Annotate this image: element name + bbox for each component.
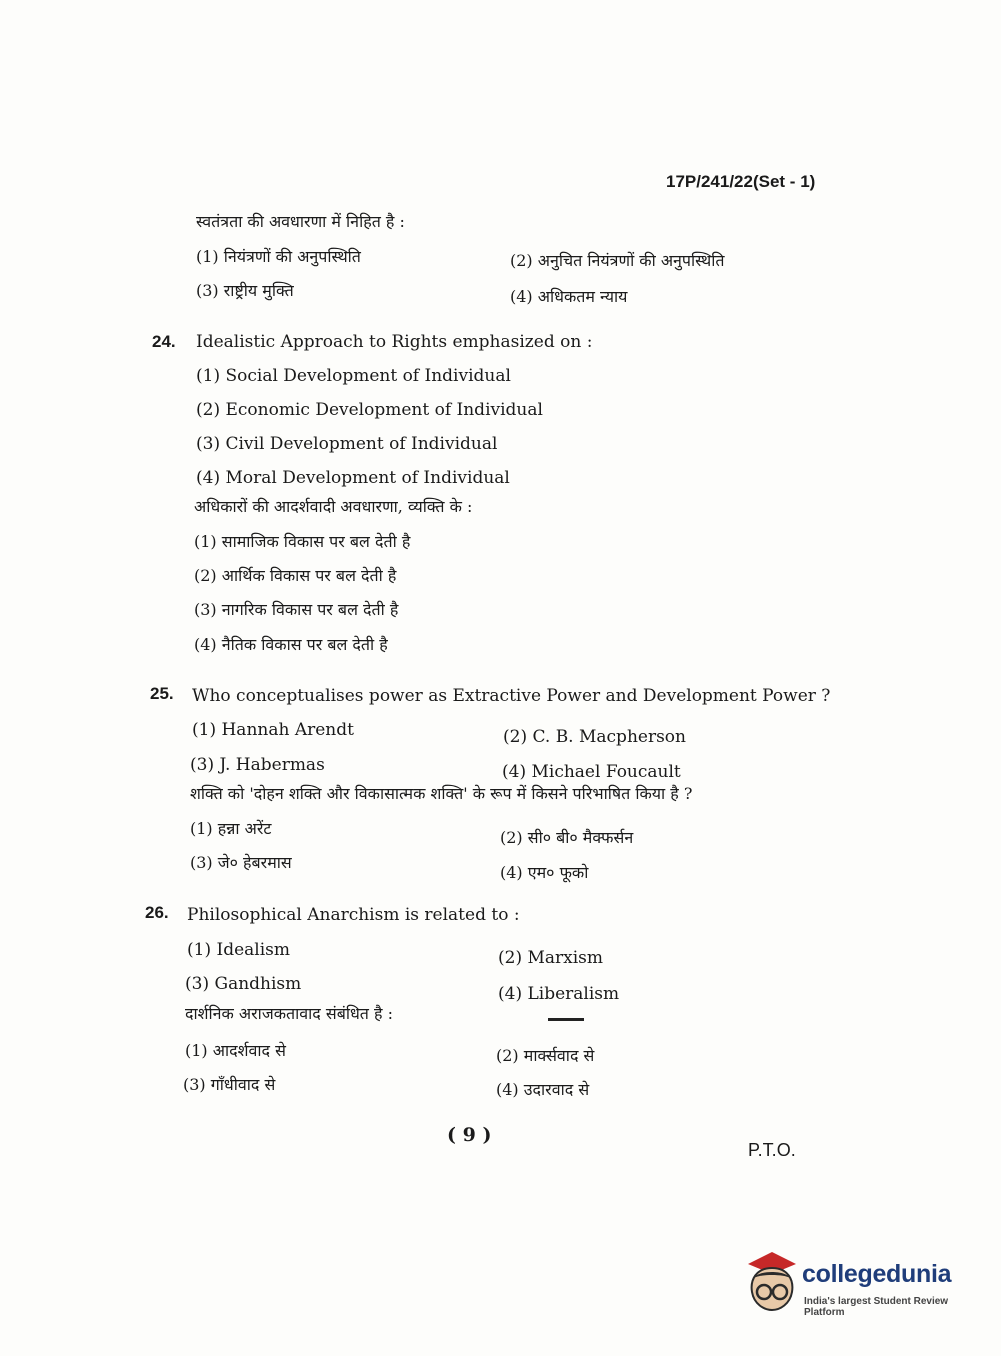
q24-option-4-english: (4) Moral Development of Individual — [196, 468, 510, 488]
q26-stem-hindi: दार्शनिक अराजकतावाद संबंधित है : — [185, 1004, 393, 1023]
q26-option-1-hindi: (1) आदर्शवाद से — [185, 1041, 286, 1060]
q25-option-3-hindi: (3) जे० हेबरमास — [190, 853, 292, 872]
q26-option-1-english: (1) Idealism — [187, 940, 290, 960]
paper-code: 17P/241/22(Set - 1) — [666, 172, 816, 191]
q24-number: 24. — [152, 332, 176, 351]
q26-option-4-hindi: (4) उदारवाद से — [496, 1080, 590, 1099]
q24-option-2-hindi: (2) आर्थिक विकास पर बल देती है — [194, 566, 397, 585]
q26-option-2-hindi: (2) मार्क्सवाद से — [496, 1046, 595, 1065]
page-number: ( 9 ) — [447, 1124, 492, 1146]
q25-option-4-english: (4) Michael Foucault — [502, 762, 681, 782]
q23-stem-hindi: स्वतंत्रता की अवधारणा में निहित है : — [196, 212, 405, 231]
q25-option-3-english: (3) J. Habermas — [190, 755, 325, 775]
q26-stem-english: Philosophical Anarchism is related to : — [187, 905, 520, 925]
q26-option-4-english: (4) Liberalism — [498, 984, 620, 1004]
collegedunia-logo — [742, 1250, 972, 1316]
q25-stem-english: Who conceptualises power as Extractive Power and Development Power ? — [192, 686, 831, 706]
q25-option-2-english: (2) C. B. Macpherson — [503, 727, 686, 747]
pto-label: P.T.O. — [748, 1140, 796, 1160]
q23-option-3-hindi: (3) राष्ट्रीय मुक्ति — [196, 281, 294, 300]
q26-option-3-hindi: (3) गाँधीवाद से — [183, 1075, 276, 1094]
q24-option-4-hindi: (4) नैतिक विकास पर बल देती है — [194, 635, 388, 654]
q24-option-3-hindi: (3) नागरिक विकास पर बल देती है — [194, 600, 399, 619]
mascot-icon — [742, 1250, 800, 1312]
q23-option-4-hindi: (4) अधिकतम न्याय — [510, 287, 628, 306]
logo-tagline: India's largest Student Review Platform — [804, 1296, 949, 1318]
q25-option-1-hindi: (1) हन्ना अरेंट — [190, 819, 272, 838]
q26-option-2-english: (2) Marxism — [498, 948, 604, 968]
q24-option-3-english: (3) Civil Development of Individual — [196, 434, 498, 454]
q25-option-4-hindi: (4) एम० फूको — [500, 863, 589, 882]
q26-option-3-english: (3) Gandhism — [185, 974, 302, 994]
q24-stem-hindi: अधिकारों की आदर्शवादी अवधारणा, व्यक्ति के : — [194, 497, 473, 516]
q23-option-1-hindi: (1) नियंत्रणों की अनुपस्थिति — [196, 247, 361, 266]
q25-stem-hindi: शक्ति को 'दोहन शक्ति और विकासात्मक शक्ति' के रूप में किसने परिभाषित किया है ? — [190, 784, 693, 803]
q25-number: 25. — [150, 684, 174, 703]
q24-stem-english: Idealistic Approach to Rights emphasized on : — [196, 332, 593, 352]
pen-mark — [548, 1018, 584, 1021]
q25-option-1-english: (1) Hannah Arendt — [192, 720, 354, 740]
q25-option-2-hindi: (2) सी० बी० मैक्फर्सन — [500, 828, 634, 847]
q26-number: 26. — [145, 903, 169, 922]
q24-option-2-english: (2) Economic Development of Individual — [196, 400, 543, 420]
q24-option-1-hindi: (1) सामाजिक विकास पर बल देती है — [194, 532, 411, 551]
q23-option-2-hindi: (2) अनुचित नियंत्रणों की अनुपस्थिति — [510, 251, 725, 270]
logo-name: collegedunia — [802, 1260, 952, 1288]
q24-option-1-english: (1) Social Development of Individual — [196, 366, 511, 386]
